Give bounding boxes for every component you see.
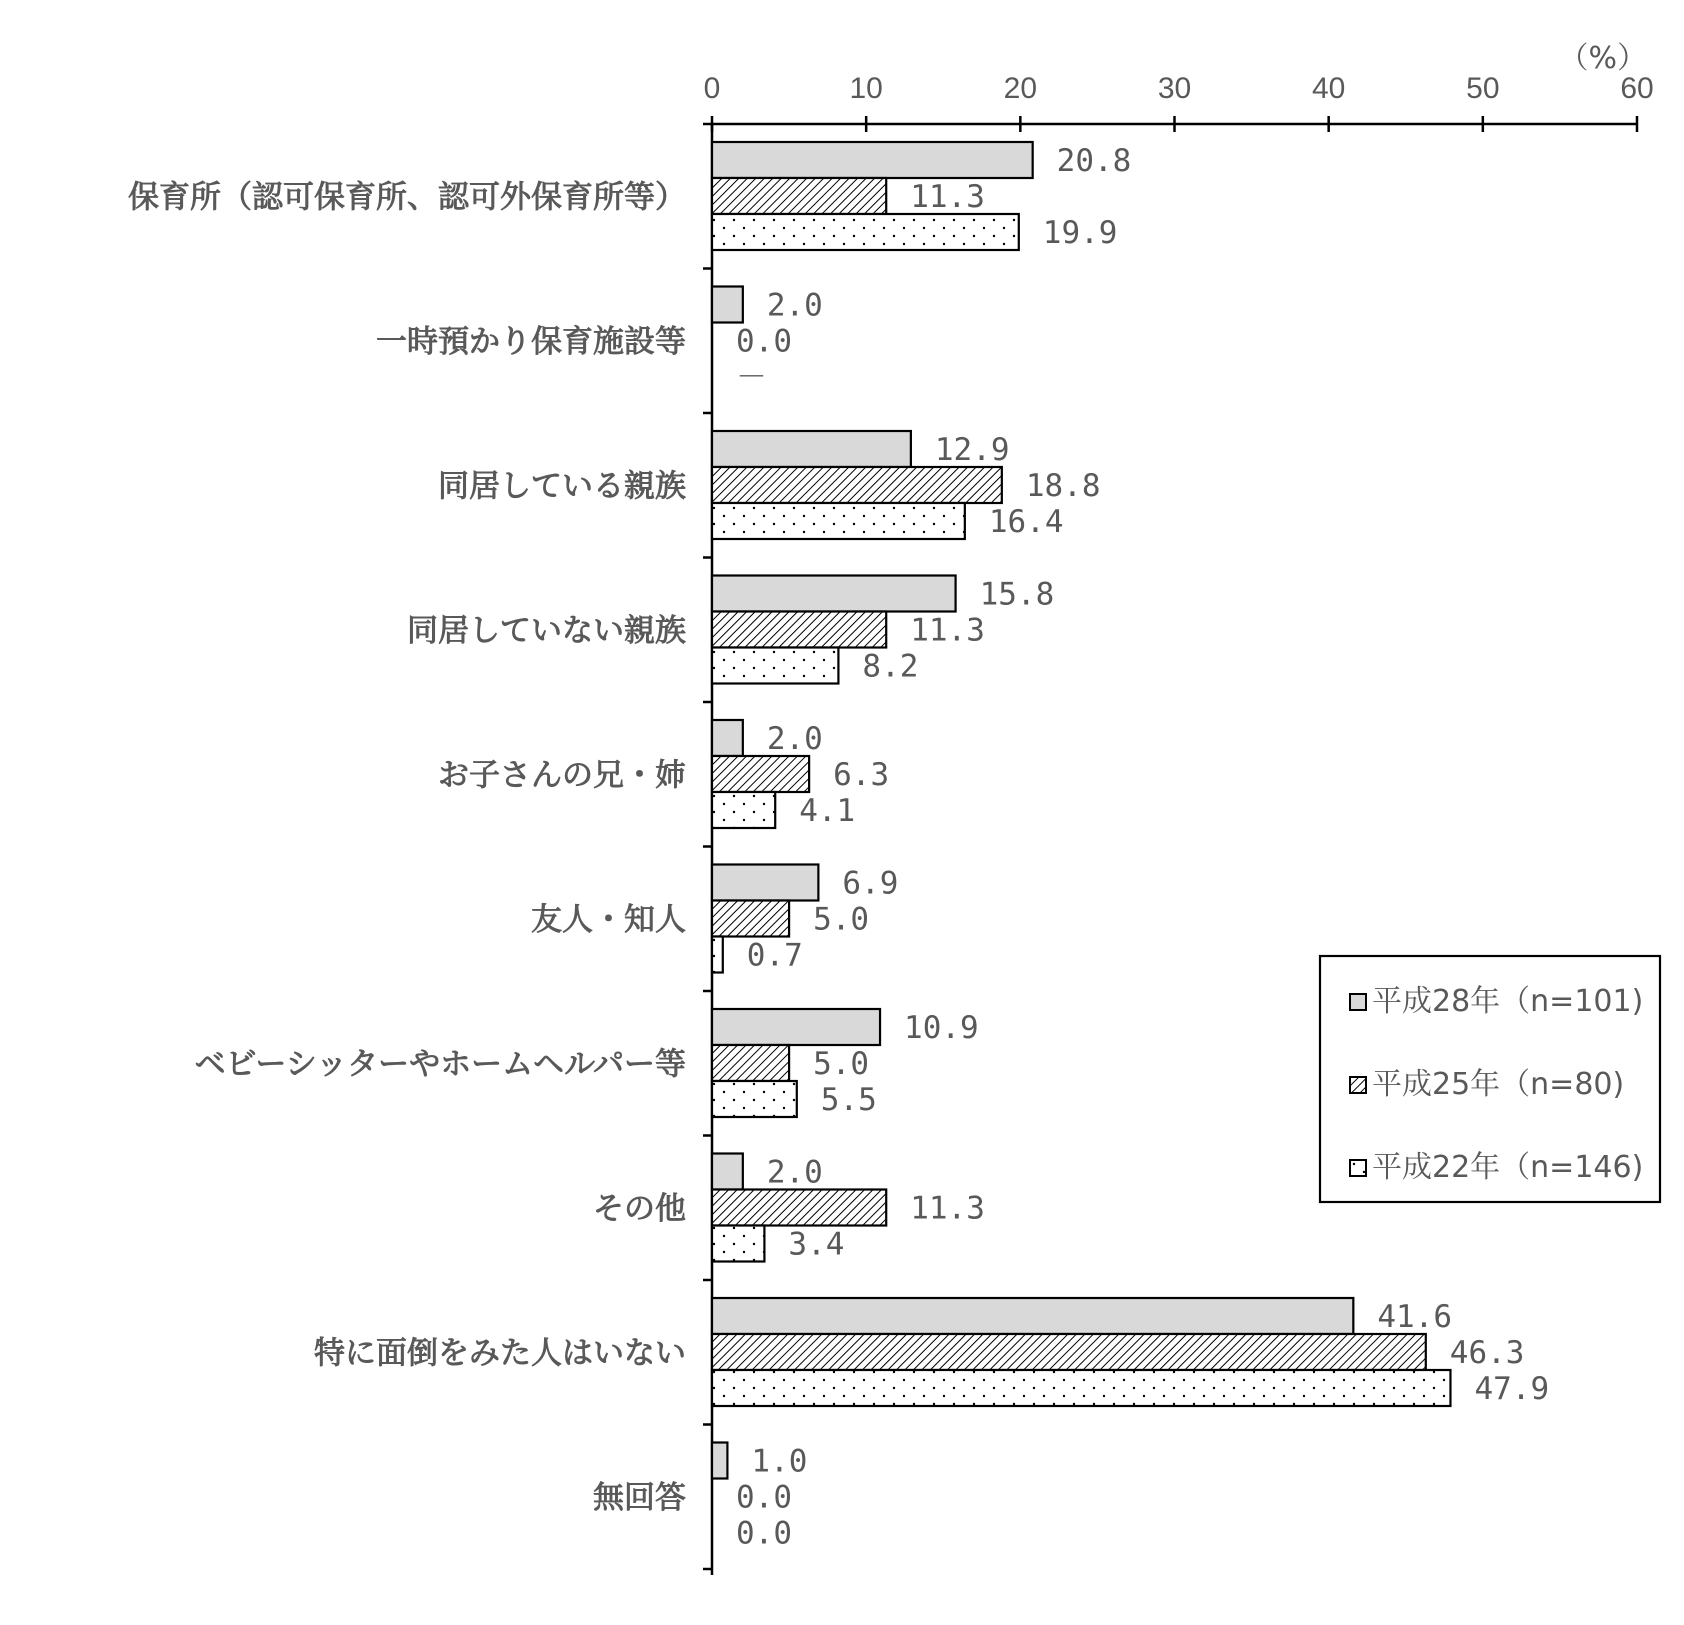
bar (712, 287, 743, 323)
x-tick-label: 60 (1620, 72, 1654, 105)
value-label: 19.9 (1042, 215, 1118, 251)
bar (712, 1045, 789, 1081)
bar (712, 612, 886, 648)
value-label: 18.8 (1025, 468, 1101, 504)
bar (712, 1443, 727, 1479)
value-label: 20.8 (1056, 143, 1132, 179)
legend-label: 平成28年（n=101) (1372, 984, 1644, 1019)
value-label: 0.0 (736, 1515, 792, 1552)
category-label: 一時預かり保育施設等 (376, 323, 686, 360)
category-label: 無回答 (593, 1479, 686, 1516)
bar (712, 1226, 764, 1262)
x-tick-label: 20 (1003, 72, 1038, 105)
bar (712, 648, 838, 684)
value-label: 47.9 (1474, 1371, 1550, 1407)
value-label: 46.3 (1449, 1335, 1525, 1371)
x-tick-label: 40 (1311, 72, 1346, 105)
x-tick-label: 0 (703, 72, 721, 105)
value-label: 11.3 (910, 179, 985, 215)
legend-swatch (1350, 994, 1366, 1010)
value-label: 0.7 (746, 937, 803, 974)
bar (712, 1370, 1450, 1406)
bar (712, 503, 965, 539)
x-tick-label: 10 (849, 72, 883, 105)
value-label: 16.4 (988, 504, 1064, 540)
bar (712, 576, 956, 612)
category-label: ベビーシッターやホームヘルパー等 (194, 1046, 686, 1083)
value-label: 3.4 (788, 1226, 845, 1263)
bar (712, 1298, 1353, 1334)
x-tick-label: 50 (1466, 72, 1500, 105)
legend (1320, 956, 1660, 1202)
bar (712, 178, 886, 214)
bar (712, 1154, 743, 1190)
category-label: その他 (593, 1190, 686, 1227)
bar (712, 1009, 880, 1045)
bar (712, 901, 789, 937)
bar (712, 214, 1019, 250)
category-label: 同居していない親族 (407, 612, 686, 649)
value-label: 5.0 (813, 1046, 870, 1082)
category-label: 保育所（認可保育所、認可外保育所等） (128, 179, 686, 216)
value-label: 6.9 (842, 865, 899, 902)
category-labels (128, 179, 686, 1516)
value-label: 15.8 (979, 576, 1055, 613)
bar (712, 431, 911, 467)
bar (712, 720, 743, 756)
value-label: 8.2 (862, 648, 919, 685)
bar (712, 1190, 886, 1226)
legend-swatch (1350, 1160, 1366, 1176)
value-label: 2.0 (766, 1154, 823, 1191)
category-label: 同居している親族 (438, 468, 686, 505)
value-label: 12.9 (934, 432, 1010, 468)
value-label: 10.9 (904, 1010, 979, 1046)
value-label: 1.0 (751, 1443, 808, 1480)
value-label: 5.5 (820, 1082, 877, 1118)
value-label: 0.0 (736, 1479, 792, 1516)
value-label: 5.0 (813, 901, 870, 938)
bar (712, 142, 1033, 178)
value-label: 11.3 (910, 1190, 985, 1227)
category-label: 友人・知人 (531, 901, 686, 938)
bar (712, 937, 723, 973)
value-label: 2.0 (766, 721, 823, 757)
value-label: 41.6 (1377, 1299, 1452, 1335)
legend-label: 平成25年（n=80) (1372, 1067, 1625, 1102)
value-label: 0.0 (736, 323, 792, 360)
category-label: 特に面倒をみた人はいない (314, 1335, 686, 1372)
value-label: 2.0 (766, 287, 823, 324)
value-label: 6.3 (833, 757, 890, 793)
unit-label: （%） (1558, 41, 1647, 76)
x-tick-label: 30 (1157, 72, 1192, 105)
legend-label: 平成22年（n=146) (1372, 1150, 1644, 1185)
bar (712, 792, 775, 828)
bar (712, 1334, 1426, 1370)
category-label: お子さんの兄・姉 (438, 757, 686, 794)
legend-swatch (1350, 1077, 1366, 1093)
value-label: － (736, 359, 767, 396)
bar (712, 865, 818, 901)
value-label: 11.3 (910, 612, 985, 649)
bar (712, 756, 809, 792)
value-label: 4.1 (799, 793, 856, 829)
bar (712, 1081, 797, 1117)
bar (712, 467, 1002, 503)
